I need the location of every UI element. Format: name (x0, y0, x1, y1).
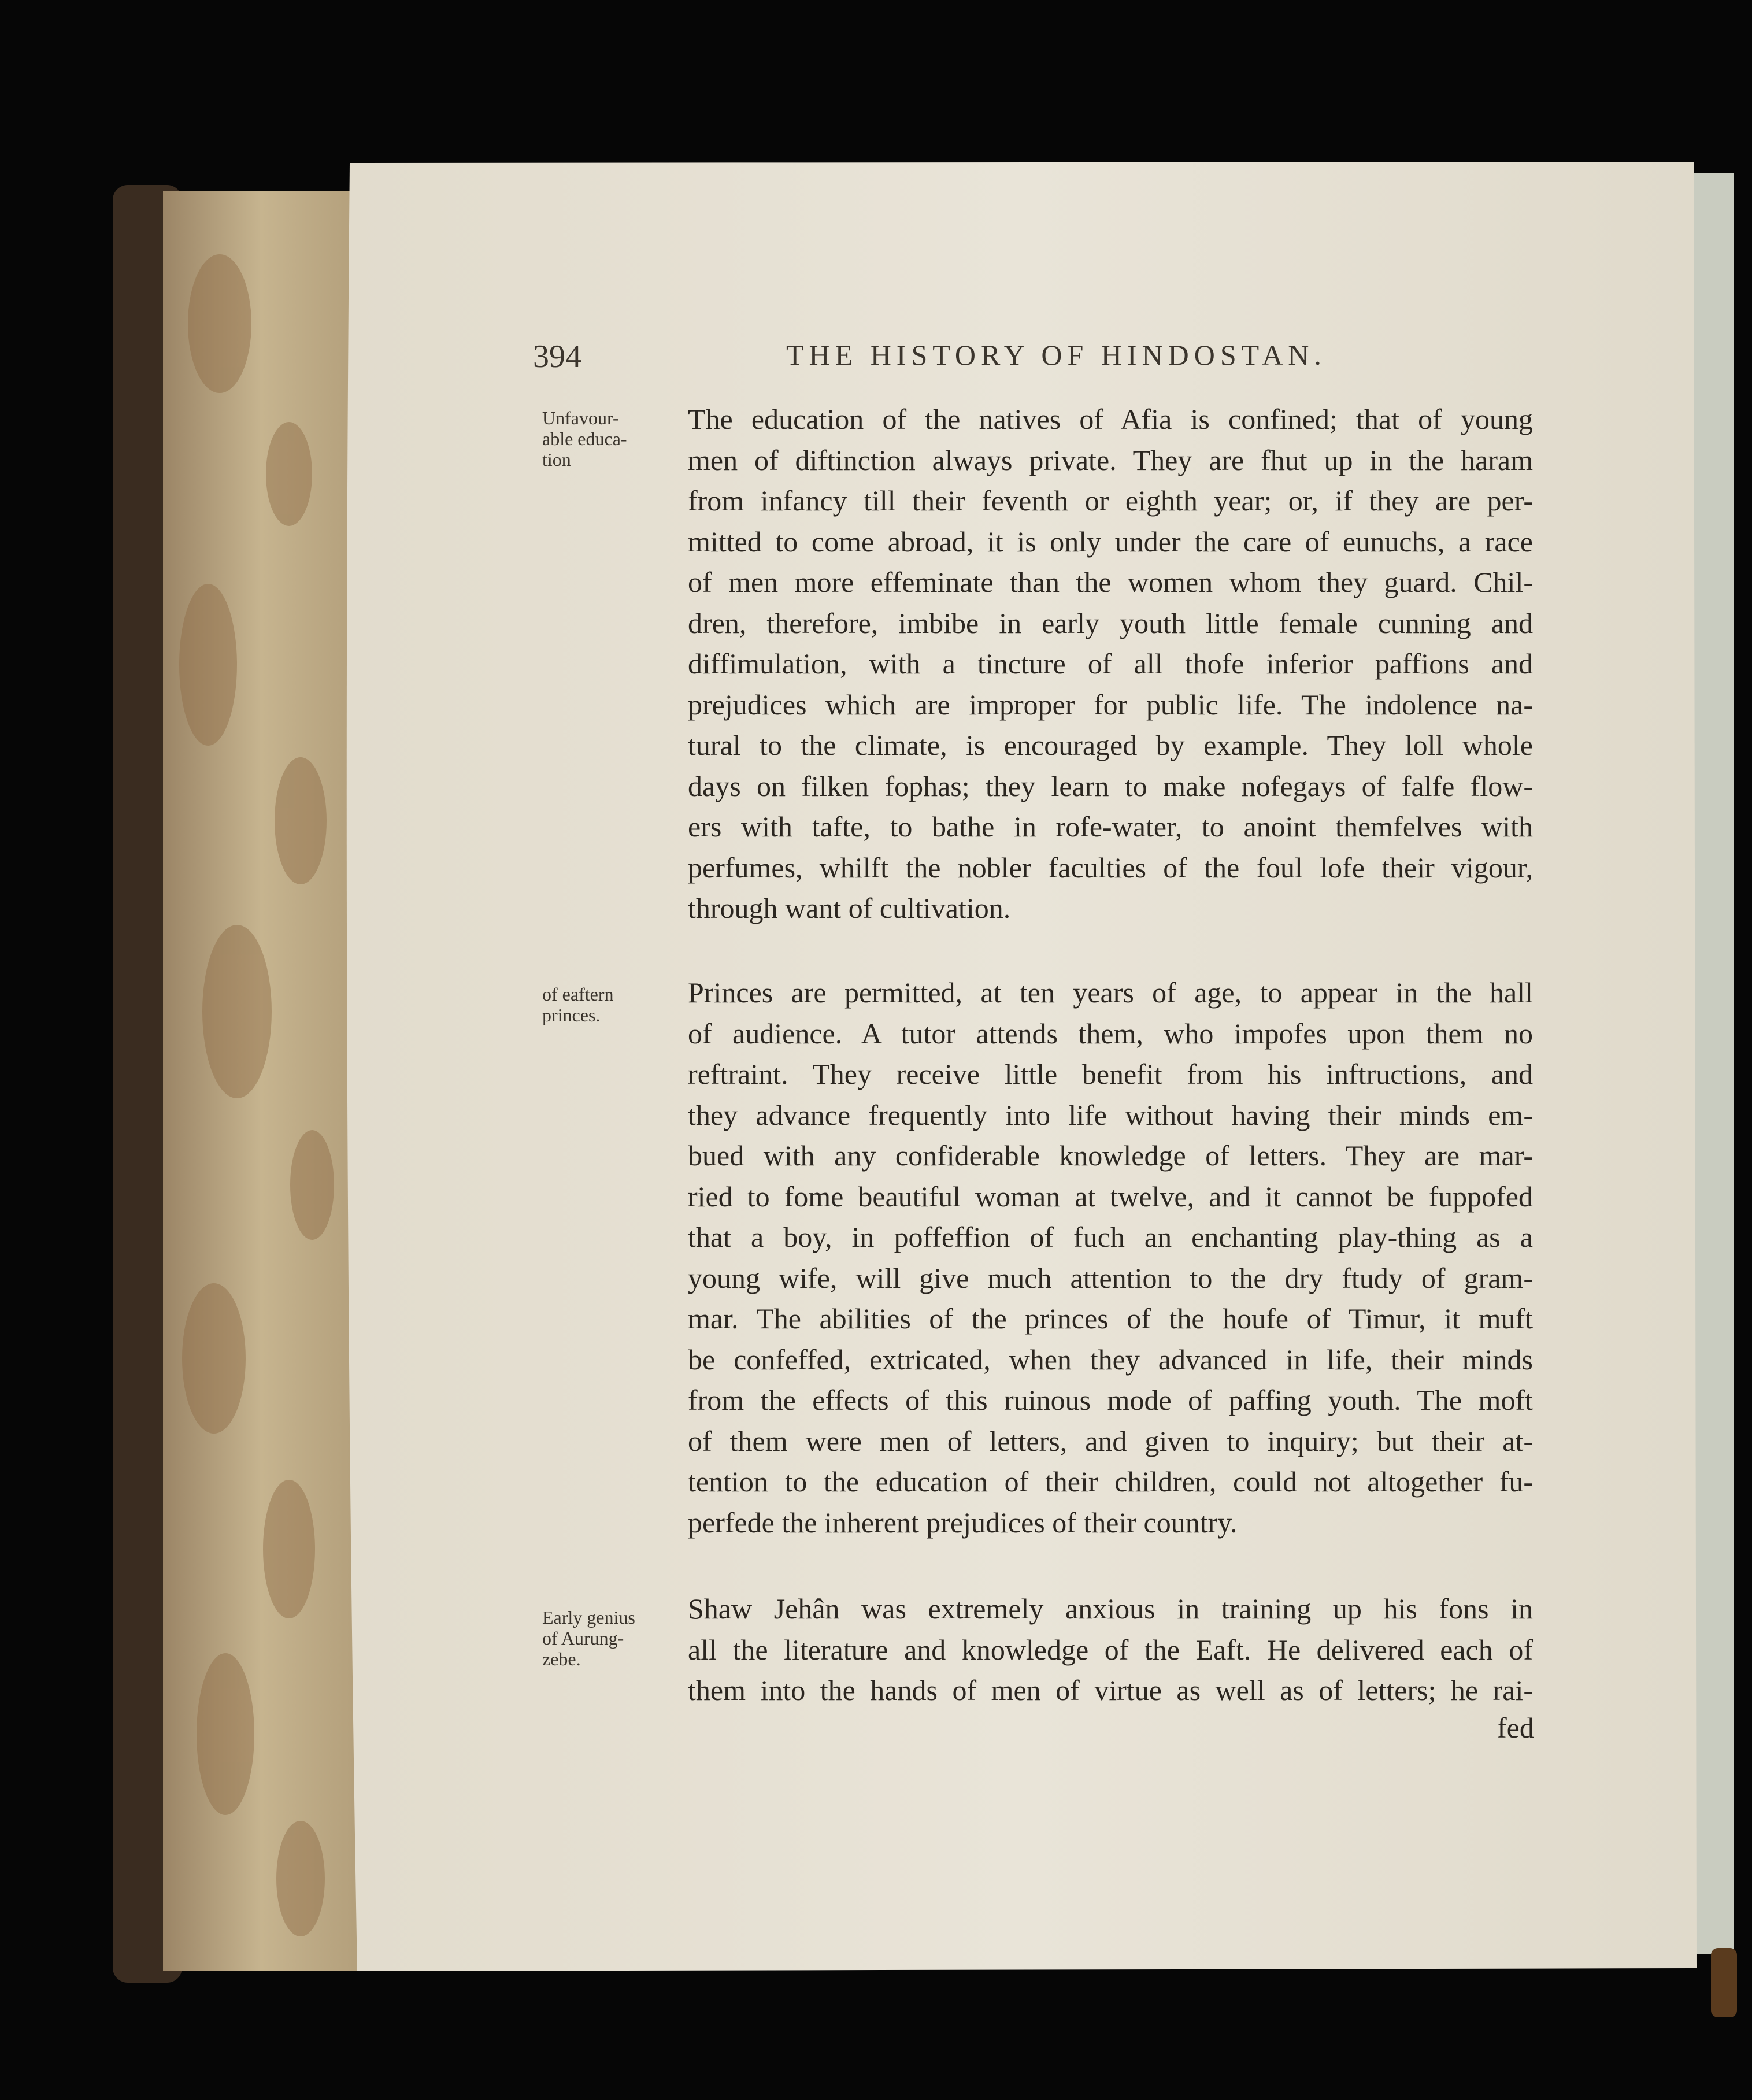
text-line: from infancy till their feventh or eighth year; or, if they are per- (688, 484, 1533, 517)
text-line: diffimulation, with a tincture of all thofe inferior paffions and (688, 647, 1533, 680)
margin-note-line: Unfavour- (542, 408, 619, 428)
paragraph-princes-permitted (688, 972, 1533, 1543)
text-line: that a boy, in poffeffion of fuch an enchanting play-thing as a (688, 1221, 1533, 1253)
page-stack-left (163, 191, 360, 1971)
text-line: days on filken fophas; they learn to make nofegays of falfe flow- (688, 769, 1533, 802)
running-title: THE HISTORY OF HINDOSTAN. (786, 339, 1327, 371)
text-line: they advance frequently into life without having their minds em- (688, 1098, 1533, 1131)
text-line: tural to the climate, is encouraged by example. They loll whole (688, 729, 1533, 761)
text-line: mitted to come abroad, it is only under the care of eunuchs, a race (688, 525, 1533, 558)
text-line: mar. The abilities of the princes of the houfe of Timur, it muft (688, 1302, 1533, 1335)
text-line: all the literature and knowledge of the Eaft. He delivered each of (688, 1633, 1533, 1666)
margin-note-line: princes. (542, 1005, 601, 1025)
text-line: perfumes, whilft the nobler faculties of the foul lofe their vigour, (688, 851, 1533, 884)
text-line: perfede the inherent prejudices of their country. (688, 1506, 1238, 1539)
text-line: dren, therefore, imbibe in early youth little female cunning and (688, 606, 1533, 639)
text-line: of them were men of letters, and given to inquiry; but their at- (688, 1424, 1533, 1457)
text-line: tention to the education of their children, could not altogether fu- (688, 1465, 1533, 1498)
text-line: men of diftinction always private. They are fhut up in the haram (688, 443, 1533, 476)
text-line: through want of cultivation. (688, 892, 1011, 924)
margin-note-line: able educa- (542, 428, 627, 449)
text-line: them into the hands of men of virtue as well as of letters; he rai- (688, 1674, 1533, 1706)
text-line: prejudices which are improper for public life. The indolence na- (688, 688, 1533, 721)
text-line: Princes are permitted, at ten years of age, to appear in the hall (688, 976, 1533, 1009)
margin-note-eastern-princes (542, 984, 675, 1025)
paragraph-shaw-jehan (688, 1588, 1533, 1711)
page-number: 394 (533, 339, 581, 375)
text-line: ried to fome beautiful woman at twelve, and it cannot be fuppofed (688, 1180, 1533, 1213)
text-line: young wife, will give much attention to the dry ftudy of gram- (688, 1261, 1533, 1294)
margin-note-line: Early genius (542, 1607, 635, 1628)
margin-note-line: of eaftern (542, 984, 614, 1005)
text-line: bued with any confiderable knowledge of letters. They are mar- (688, 1139, 1533, 1172)
text-line: The education of the natives of Afia is confined; that of young (688, 403, 1533, 435)
margin-note-line: of Aurung- (542, 1628, 624, 1649)
catchword: fed (1497, 1712, 1534, 1744)
text-line: of audience. A tutor attends them, who impofes upon them no (688, 1017, 1533, 1050)
margin-note-aurungzebe (542, 1607, 675, 1669)
text-line: ers with tafte, to bathe in rofe-water, to anoint themfelves with (688, 810, 1533, 843)
margin-note-line: zebe. (542, 1649, 581, 1669)
text-line: of men more effeminate than the women whom they guard. Chil- (688, 566, 1533, 598)
margin-note-line: tion (542, 449, 571, 470)
text-line: reftraint. They receive little benefit from his inftructions, and (688, 1058, 1533, 1090)
ribbon-bookmark (1711, 1948, 1737, 2017)
paragraph-education-of-natives (688, 399, 1533, 929)
text-line: from the effects of this ruinous mode of paffing youth. The moft (688, 1384, 1533, 1416)
margin-note-unfavourable-education (542, 408, 675, 470)
text-line: Shaw Jehân was extremely anxious in training up his fons in (688, 1592, 1533, 1625)
text-line: be confeffed, extricated, when they advanced in life, their minds (688, 1343, 1533, 1376)
